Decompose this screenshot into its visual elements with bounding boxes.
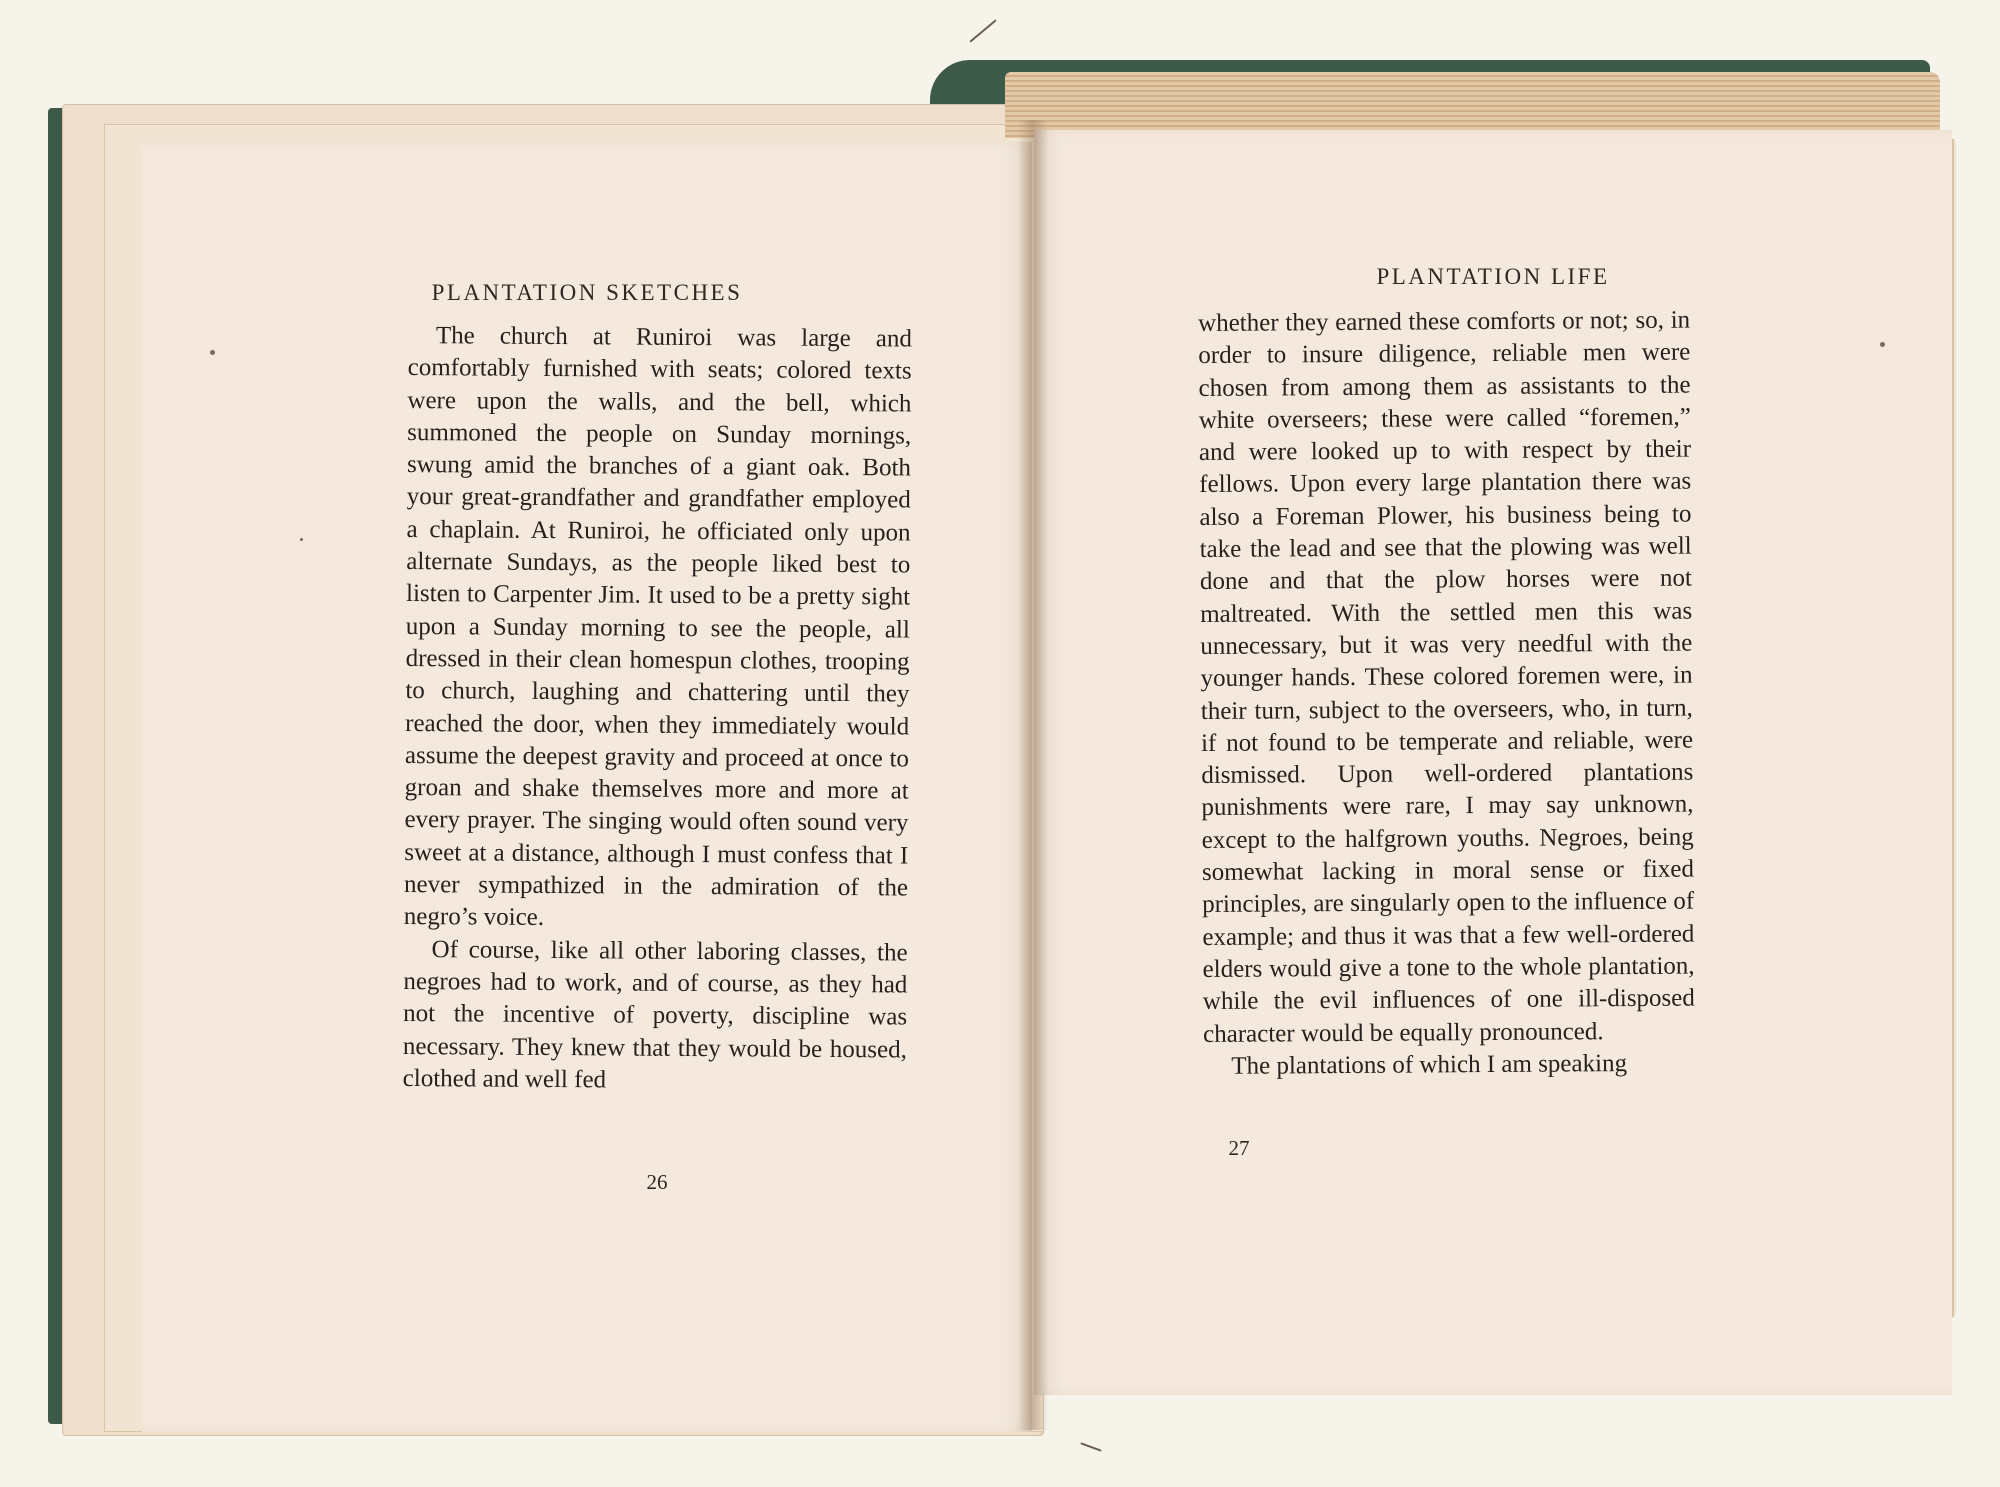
left-paragraph-1: The church at Runiroi was large and comfortably furnished with seats; colored texts were upon the walls, and the bell, which summoned the people on Sunday mornings, swung amid the branches of a giant oak. Both your great-grandfather and grandfather employed a chaplain. At Runiroi, he officiated only upon alternate Sundays, as the people liked best to listen to Carpenter Jim. It used to be a pretty sight upon a Sunday morning to see the people, all dressed in their clean homespun clothes, trooping to church, laughing and chattering until they reached the door, when they immediately would assume the deepest gravity and proceed at once to groan and shake themselves more and more at every prayer. The singing would often sound very sweet at a distance, although I must confess that I never sympathized in the admiration of the negro’s voice. bbox=[403, 322, 912, 932]
right-page-number: 27 bbox=[1228, 1136, 1250, 1160]
book-gutter bbox=[1018, 120, 1048, 1430]
right-leaf-stack-top-edge bbox=[1005, 72, 1940, 138]
paper-speck bbox=[210, 350, 215, 355]
right-running-head: PLANTATION LIFE bbox=[1376, 264, 1610, 289]
left-running-head: PLANTATION SKETCHES bbox=[431, 280, 743, 305]
right-page bbox=[1034, 130, 1952, 1395]
paper-speck bbox=[300, 538, 303, 541]
paper-speck bbox=[1880, 342, 1885, 347]
left-page-number: 26 bbox=[646, 1170, 668, 1194]
left-paragraph-2: Of course, like all other laboring classes, the negroes had to work, and of course, as they had not the incentive of poverty, discipline was necessary. They knew that they would be housed, clothed and well fed bbox=[402, 935, 908, 1094]
background-scratch bbox=[1080, 1442, 1101, 1451]
right-page-body bbox=[1198, 305, 1695, 1084]
background-scratch bbox=[969, 19, 996, 42]
right-paragraph-1: whether they earned these comforts or not; so, in order to insure diligence, reliable men were chosen from among them as assistants to the white overseers; these were called “foremen,” and were looked up to with respect by their fellows. Upon every large plantation there was also a Foreman Plower, his business being to take the lead and see that the plowing was well done and that the plow horses were not maltreated. With the settled men this was unnecessary, but it was very needful with the younger hands. These colored foremen were, in their turn, subject to the overseers, who, in turn, if not found to be temperate and reliable, were dismissed. Upon well-ordered plantations punishments were rare, I may say unknown, except to the halfgrown youths. Negroes, being somewhat lacking in moral sense or fixed principles, are singularly open to the influence of example; and thus it was that a few well-ordered elders would give a tone to the whole plantation, while the evil influences of one ill-disposed character would be equally pronounced. bbox=[1198, 306, 1695, 1048]
right-paragraph-2: The plantations of which I am speaking bbox=[1231, 1049, 1628, 1080]
left-page-body bbox=[403, 320, 912, 1099]
left-page bbox=[142, 142, 1032, 1432]
